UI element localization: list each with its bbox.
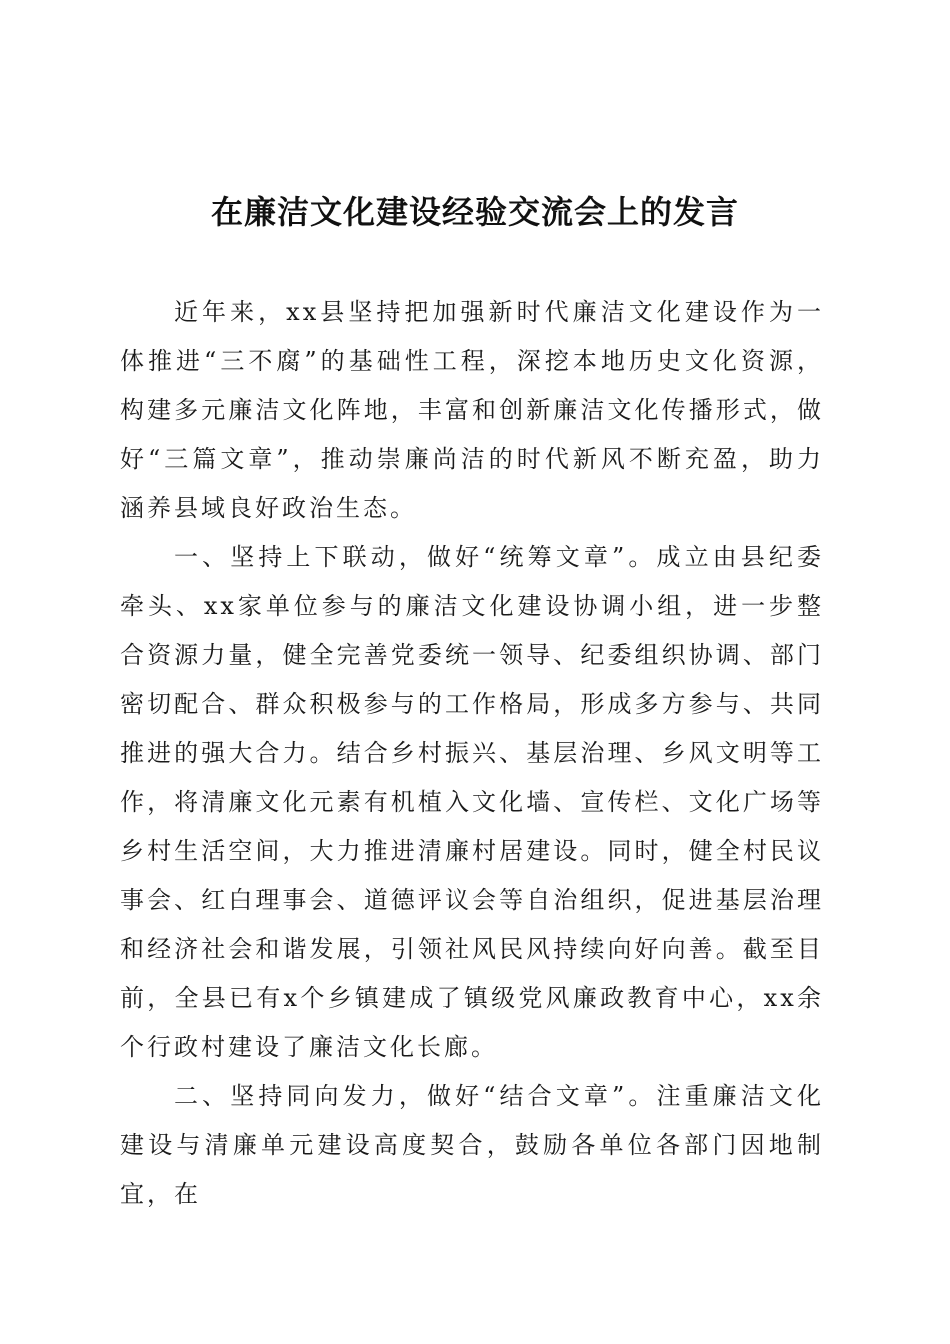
paragraph-section-one: 一、坚持上下联动，做好“统筹文章”。成立由县纪委牵头、xx家单位参与的廉洁文化建设协调小组，进一步整合资源力量，健全完善党委统一领导、纪委组织协调、部门密切配合、群众积极参与的工作格局，形成多方参与、共同推进的强大合力。结合乡村振兴、基层治理、乡风文明等工作，将清廉文化元素有机植入文化墙、宣传栏、文化广场等乡村生活空间，大力推进清廉村居建设。同时，健全村民议事会、红白理事会、道德评议会等自治组织，促进基层治理和经济社会和谐发展，引领社风民风持续向好向善。截至目前，全县已有x个乡镇建成了镇级党风廉政教育中心，xx余个行政村建设了廉洁文化长廊。 bbox=[120, 543, 824, 1061]
paragraph-intro: 近年来，xx县坚持把加强新时代廉洁文化建设作为一体推进“三不腐”的基础性工程，深挖本地历史文化资源，构建多元廉洁文化阵地，丰富和创新廉洁文化传播形式，做好“三篇文章”，推动崇廉尚洁的时代新风不断充盈，助力涵养县域良好政治生态。 bbox=[120, 298, 824, 522]
document-title: 在廉洁文化建设经验交流会上的发言 bbox=[210, 193, 739, 231]
paragraph-section-two: 二、坚持同向发力，做好“结合文章”。注重廉洁文化建设与清廉单元建设高度契合，鼓励各单位各部门因地制宜，在 bbox=[120, 1082, 824, 1208]
document-body bbox=[120, 288, 824, 1219]
